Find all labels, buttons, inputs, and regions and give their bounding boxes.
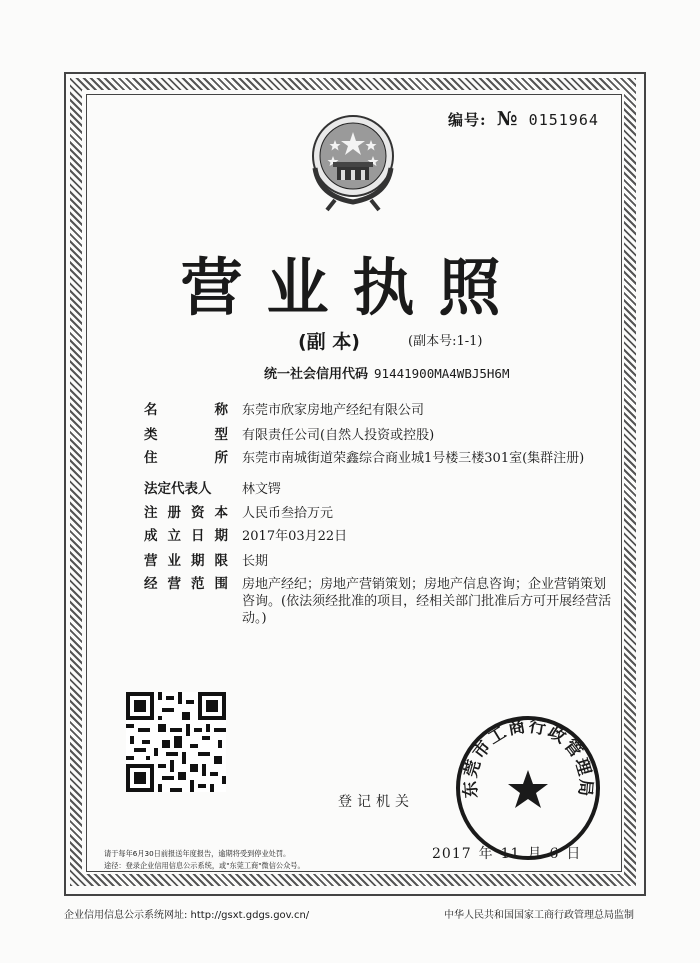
reg-month: 11 [500, 846, 521, 862]
reg-month-unit: 月 [527, 846, 543, 862]
national-emblem-icon [305, 112, 401, 212]
credit-code [264, 363, 509, 382]
field-label: 经 营 范 围 [144, 576, 228, 592]
field-value: 人民币叁拾万元 [242, 506, 334, 521]
field-label: 类 型 [144, 427, 228, 443]
field-label: 名 称 [144, 402, 228, 418]
serial-label: 编号: [448, 111, 487, 129]
field-label: 成 立 日 期 [144, 528, 228, 544]
notice-line: 途径：登录企业信用信息公示系统，或"东莞工商"微信公众号。 [104, 861, 305, 870]
field-value: 东莞市南城街道荣鑫综合商业城1号楼三楼301室(集群注册) [242, 451, 585, 466]
reg-year-unit: 年 [478, 846, 494, 862]
credit-code-label: 统一社会信用代码 [264, 367, 369, 382]
registration-date [432, 843, 588, 863]
qr-code-icon[interactable] [126, 692, 226, 792]
field-label: 注 册 资 本 [144, 505, 228, 521]
field-value: 林文锷 [242, 482, 282, 497]
footer-website: 企业信用信息公示系统网址: http://gsxt.gdgs.gov.cn/ [64, 910, 310, 921]
field-value: 有限责任公司(自然人投资或控股) [242, 428, 435, 443]
page-title: 营业执照 [180, 251, 525, 324]
svg-text:东莞市工商行政管理局: 东莞市工商行政管理局 [460, 716, 596, 799]
reg-year: 2017 [432, 846, 472, 862]
serial-symbol: № [496, 108, 519, 130]
annual-report-notice [104, 848, 404, 872]
subtitle: (副 本) [298, 331, 360, 353]
copy-number: (副本号:1-1) [408, 334, 483, 349]
field-label: 住 所 [144, 450, 228, 466]
field-value: 东莞市欣家房地产经纪有限公司 [242, 403, 425, 418]
reg-day-unit: 日 [566, 846, 582, 862]
credit-code-value: 91441900MA4WBJ5H6M [374, 366, 510, 381]
field-value: 2017年03月22日 [242, 529, 348, 544]
registration-authority-label: 登记机关 [338, 794, 414, 810]
notice-line: 请于每年6月30日前报送年度报告，逾期将受到停业处罚。 [104, 849, 291, 858]
official-seal-icon [452, 712, 604, 864]
field-label: 营 业 期 限 [144, 553, 228, 569]
reg-day: 6 [549, 846, 560, 862]
field-value: 房地产经纪；房地产营销策划；房地产信息咨询；企业营销策划咨询。(依法须经批准的项目，经相关部门批准后方可开展经营活动。) [242, 577, 612, 626]
serial-number [448, 108, 599, 130]
field-label: 法定代表人 [144, 481, 212, 497]
serial-value: 0151964 [528, 111, 599, 129]
field-value: 长期 [242, 554, 269, 569]
footer-issuer: 中华人民共和国国家工商行政管理总局监制 [444, 910, 634, 921]
